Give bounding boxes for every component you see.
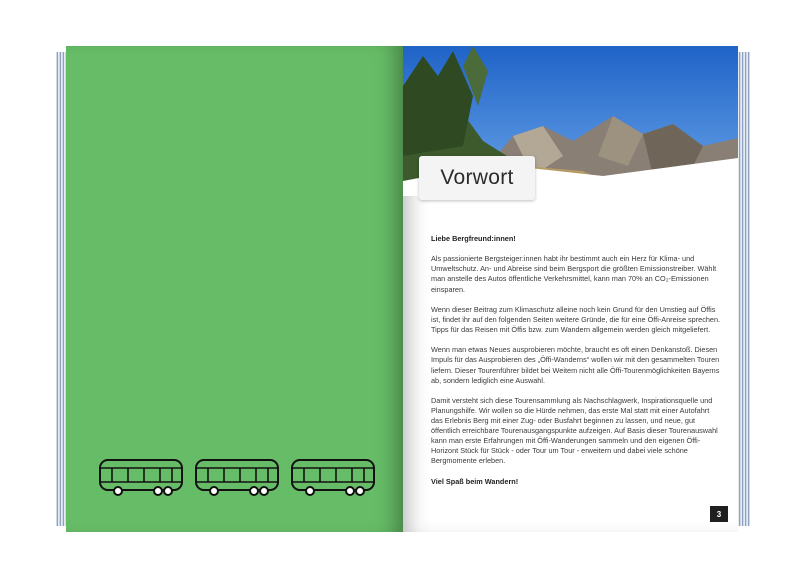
page-stack-left	[56, 52, 66, 526]
greeting: Liebe Bergfreund:innen!	[431, 234, 516, 243]
page-stack-right	[738, 52, 750, 526]
paragraph-4: Damit versteht sich diese Tourensammlung als Nachschlagwerk, Inspirationsquelle und Planungshilfe. Wir wollen so die Hürde nehmen, das erste Mal statt mit einer Autofahrt das Erlebnis Berg mit einer Zug- oder Busfahrt beginnen zu lassen, und neue, gut öffentlich erreichbare Tourenausgangspunkte aufzeigen. Auf Basis dieser Tourenauswahl kann man erste Erfahrungen mit Öffi-Wanderungen sammeln und den eigenen Öffi-Horizont Stück für Stück - oder Tour um Tour - erweitern und dabei viele schöne Bergmomente erleben.	[431, 395, 718, 466]
bus-icon	[100, 460, 182, 495]
page-number: 3	[710, 506, 728, 522]
closing: Viel Spaß beim Wandern!	[431, 476, 519, 486]
title-box	[419, 156, 535, 200]
paragraph-1: Als passionierte Bergsteiger:innen habt ihr bestimmt auch ein Herz für Klima- und Umweltschutz. An- und Abreise sind beim Bergsport die größten Emissionstreiber. Wählt man anstelle des Autos öffentliche Verkehrsmittel, kann man 70% an CO₂-Emissionen einsparen.	[431, 254, 717, 294]
bus-icon	[196, 460, 278, 495]
paragraph-3: Wenn man etwas Neues ausprobieren möchte, braucht es oft einen Denkanstoß. Diesen Impuls für das Ausprobieren des „Öffi-Wanderns“ wollen wir mit den gesammelten Touren liefern. Dieser Tourenführer bildet bei Weitem nicht alle Öffi-Tourenmöglichkeiten Bayerns ab, sondern lediglich eine Auswahl.	[431, 345, 720, 385]
right-page	[403, 46, 738, 532]
page-title: Vorwort	[440, 166, 514, 189]
left-page	[66, 46, 403, 532]
open-book	[56, 46, 750, 532]
bus-icon	[292, 460, 374, 495]
bus-illustration	[98, 458, 388, 500]
body-text	[431, 234, 721, 497]
paragraph-2: Wenn dieser Beitrag zum Klimaschutz alleine noch kein Grund für den Umstieg auf Öffis ist, findet ihr auf den folgenden Seiten weitere Gründe, die für eine Öffi-Anreise sprechen. Tipps für das Reisen mit Öffis bzw. zum Wandern allgemein werden gleich mitgeliefert.	[431, 304, 721, 335]
